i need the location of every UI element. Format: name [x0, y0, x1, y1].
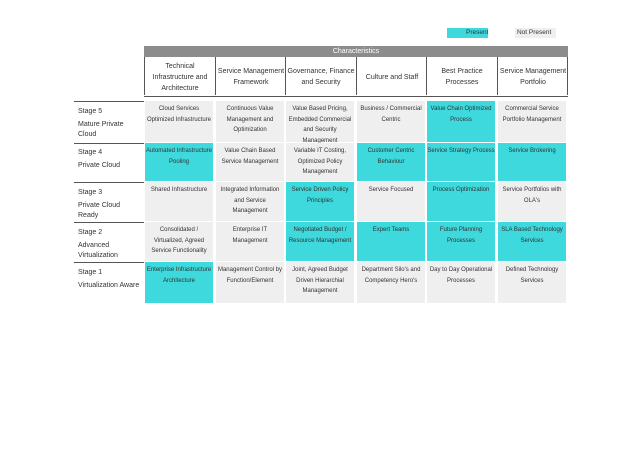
header-separator	[144, 96, 568, 97]
legend-not-present-label: Not Present	[517, 29, 552, 36]
stage-3-technical-cell: Shared Infrastructure	[145, 182, 213, 221]
column-header-best-practice: Best Practice Processes	[441, 68, 483, 86]
stage-2-governance-cell: Negotiated Budget / Resource Management	[286, 222, 354, 261]
column-header-service-management: Service Management Framework	[217, 68, 285, 86]
stage-1-portfolio-cell: Defined Technology Services	[498, 262, 566, 303]
stage-label-5	[78, 107, 140, 141]
column-header-technical: Technical Infrastructure and Architecture	[152, 62, 208, 92]
stage-1-governance-cell: Joint, Agreed Budget Driven Hierarchial Management	[286, 262, 354, 303]
stage-divider	[74, 101, 144, 102]
stage-name: Virtualization Aware	[78, 281, 140, 289]
stage-name: Private Cloud Ready	[78, 201, 121, 219]
stage-2-portfolio-cell: SLA Based Technology Services	[498, 222, 566, 261]
characteristics-header: Characteristics	[144, 46, 568, 57]
column-header-culture: Culture and Staff	[365, 73, 419, 81]
stage-4-service-management-cell: Value Chain Based Service Management	[216, 143, 284, 181]
legend-present-label: Present	[466, 29, 489, 36]
stage-5-service-management-cell: Continuous Value Management and Optimization	[216, 101, 284, 142]
stage-number: Stage 5	[78, 108, 103, 115]
stage-2-best-practice-cell: Future Planning Processes	[427, 222, 495, 261]
stage-label-2	[78, 228, 140, 262]
stage-1-technical-cell: Enterprise Infrastructure Architecture	[145, 262, 213, 303]
stage-label-3	[78, 188, 140, 222]
column-header-governance: Governance, Finance and Security	[287, 68, 355, 86]
stage-1-service-management-cell: Management Control by Function/Element	[216, 262, 284, 303]
stage-number: Stage 2	[78, 229, 103, 236]
stage-5-best-practice-cell: Value Chain Optimized Process	[427, 101, 495, 142]
stage-5-technical-cell: Cloud Services Optimized Infrastructure	[145, 101, 213, 142]
stage-number: Stage 3	[78, 189, 103, 196]
stage-label-4	[78, 148, 140, 171]
stage-2-culture-cell: Expert Teams	[357, 222, 425, 261]
stage-2-service-management-cell: Enterprise IT Management	[216, 222, 284, 261]
stage-name: Advanced Virtualization	[78, 241, 118, 259]
stage-3-culture-cell: Service Focused	[357, 182, 425, 221]
stage-3-portfolio-cell: Service Portfolios with OLA's	[498, 182, 566, 221]
stage-number: Stage 4	[78, 149, 103, 156]
stage-name: Mature Private Cloud	[78, 120, 124, 138]
stage-divider	[74, 222, 144, 223]
stage-5-portfolio-cell: Commercial Service Portfolio Management	[498, 101, 566, 142]
stage-number: Stage 1	[78, 269, 103, 276]
stage-divider	[74, 143, 144, 144]
stage-4-best-practice-cell: Service Strategy Process	[427, 143, 495, 181]
stage-4-governance-cell: Variable IT Costing, Optimized Policy Management	[286, 143, 354, 181]
stage-5-culture-cell: Business / Commercial Centric	[357, 101, 425, 142]
stage-divider	[74, 182, 144, 183]
column-header-portfolio: Service Management Portfolio	[499, 68, 567, 86]
stage-1-culture-cell: Department Silo's and Competency Hero's	[357, 262, 425, 303]
stage-4-culture-cell: Customer Centric Behaviour	[357, 143, 425, 181]
stage-divider	[74, 262, 144, 263]
stage-2-technical-cell: Consolidated / Virtualized, Agreed Service Functionality	[145, 222, 213, 261]
stage-1-best-practice-cell: Day to Day Operational Processes	[427, 262, 495, 303]
stage-3-best-practice-cell: Process Optimization	[427, 182, 495, 221]
stage-5-governance-cell: Value Based Pricing, Embedded Commercial and Security Management	[286, 101, 354, 142]
stage-4-portfolio-cell: Service Brokering	[498, 143, 566, 181]
stage-4-technical-cell: Automated Infrastructure Pooling	[145, 143, 213, 181]
stage-3-governance-cell: Service Driven Policy Principles	[286, 182, 354, 221]
stage-name: Private Cloud	[78, 161, 121, 169]
stage-3-service-management-cell: Integrated Information and Service Management	[216, 182, 284, 221]
stage-label-1	[78, 268, 140, 291]
